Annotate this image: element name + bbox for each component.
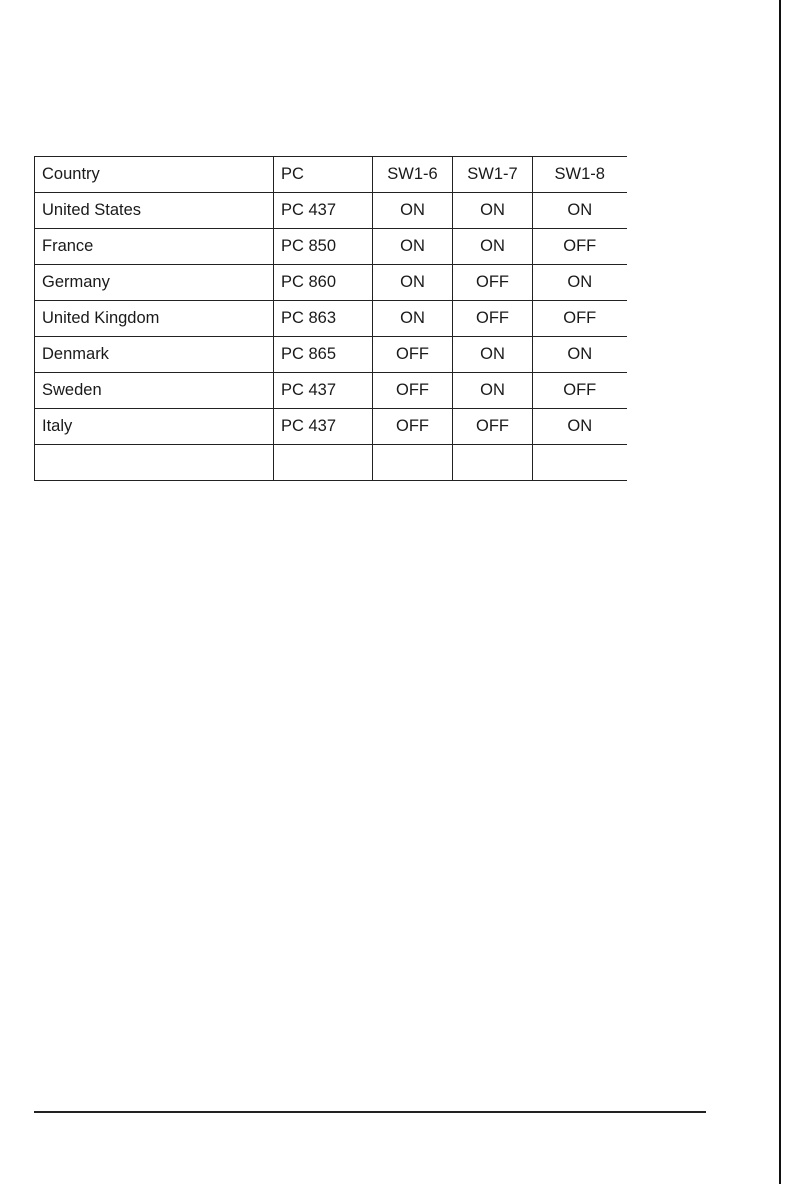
cell-sw1-6: OFF (373, 409, 453, 445)
cell-sw1-8: ON (533, 193, 627, 229)
table-row (35, 373, 627, 409)
cell-country-empty (35, 445, 274, 481)
cell-country: Denmark (35, 337, 274, 373)
table-row (35, 409, 627, 445)
cell-pc: PC 437 (274, 409, 373, 445)
cell-pc: PC 860 (274, 265, 373, 301)
header-sw1-7: SW1-7 (453, 157, 533, 193)
cell-sw1-7: ON (453, 373, 533, 409)
cell-sw1-7: ON (453, 193, 533, 229)
cell-country: United Kingdom (35, 301, 274, 337)
cell-sw1-8: ON (533, 265, 627, 301)
table-row (35, 337, 627, 373)
cell-sw1-6: ON (373, 229, 453, 265)
cell-sw1-6: OFF (373, 373, 453, 409)
cell-pc: PC 437 (274, 193, 373, 229)
table-row (35, 193, 627, 229)
cell-country: Germany (35, 265, 274, 301)
cell-country: Sweden (35, 373, 274, 409)
cell-sw1-7: ON (453, 229, 533, 265)
cell-sw1-6: ON (373, 265, 453, 301)
cell-sw1-8: ON (533, 337, 627, 373)
cell-pc: PC 863 (274, 301, 373, 337)
table-body (35, 157, 627, 481)
cell-country: Italy (35, 409, 274, 445)
cell-pc-empty (274, 445, 373, 481)
header-country: Country (35, 157, 274, 193)
cell-sw1-6-empty (373, 445, 453, 481)
cell-sw1-8: OFF (533, 301, 627, 337)
cell-sw1-8: OFF (533, 373, 627, 409)
table-header-row (35, 157, 627, 193)
cell-sw1-7: ON (453, 337, 533, 373)
cell-country: France (35, 229, 274, 265)
cell-sw1-6: OFF (373, 337, 453, 373)
header-sw1-8: SW1-8 (533, 157, 627, 193)
cell-sw1-6: ON (373, 193, 453, 229)
header-pc: PC (274, 157, 373, 193)
cell-sw1-7: OFF (453, 265, 533, 301)
table-row-blank (35, 445, 627, 481)
cell-pc: PC 437 (274, 373, 373, 409)
cell-sw1-8: ON (533, 409, 627, 445)
footer-divider (34, 1111, 706, 1113)
table-row (35, 265, 627, 301)
cell-pc: PC 850 (274, 229, 373, 265)
header-sw1-6: SW1-6 (373, 157, 453, 193)
table-row (35, 229, 627, 265)
cell-sw1-7: OFF (453, 409, 533, 445)
cell-sw1-8-empty (533, 445, 627, 481)
cell-sw1-8: OFF (533, 229, 627, 265)
cell-sw1-6: ON (373, 301, 453, 337)
table-row (35, 301, 627, 337)
cell-pc: PC 865 (274, 337, 373, 373)
cell-sw1-7: OFF (453, 301, 533, 337)
page-edge-rule (779, 0, 781, 1184)
cell-country: United States (35, 193, 274, 229)
cell-sw1-7-empty (453, 445, 533, 481)
dip-switch-table (34, 156, 627, 481)
